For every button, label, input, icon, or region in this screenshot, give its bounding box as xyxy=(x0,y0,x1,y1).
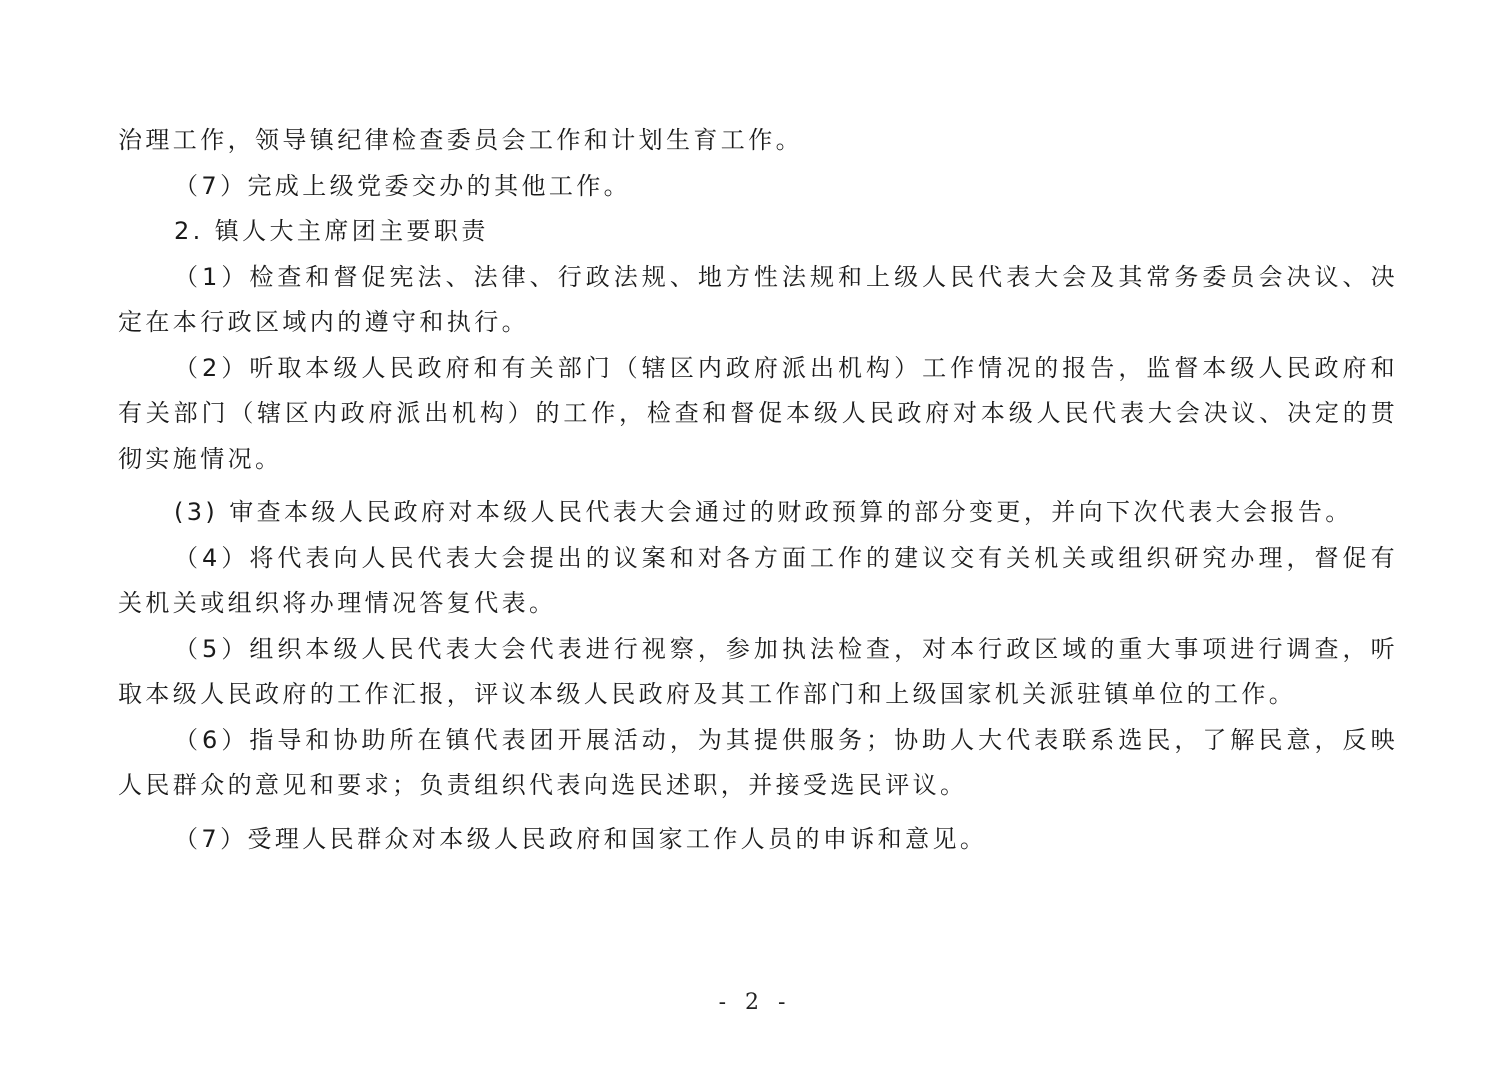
section-heading: 2. 镇人大主席团主要职责 xyxy=(174,217,489,245)
paragraph-item-1: （1）检查和督促宪法、法律、行政法规、地方性法规和上级人民代表大会及其常务委员会决议、决定在本行政区域内的遵守和执行。 xyxy=(118,262,1398,336)
paragraph-item-7: （7）受理人民群众对本级人民政府和国家工作人员的申诉和意见。 xyxy=(174,824,988,853)
paragraph-item-4: （4）将代表向人民代表大会提出的议案和对各方面工作的建议交有关机关或组织研究办理，督促有关机关或组织将办理情况答复代表。 xyxy=(118,543,1398,617)
paragraph-item-6: （6）指导和协助所在镇代表团开展活动，为其提供服务；协助人大代表联系选民，了解民意，反映人民群众的意见和要求；负责组织代表向选民述职，并接受选民评议。 xyxy=(118,725,1398,799)
paragraph-item-2: （2）听取本级人民政府和有关部门（辖区内政府派出机构）工作情况的报告，监督本级人民政府和有关部门（辖区内政府派出机构）的工作，检查和督促本级人民政府对本级人民代表大会决议、决定的贯彻实施情况。 xyxy=(118,353,1398,473)
paragraph-item-5: （5）组织本级人民代表大会代表进行视察，参加执法检查，对本行政区域的重大事项进行调查，听取本级人民政府的工作汇报，评议本级人民政府及其工作部门和上级国家机关派驻镇单位的工作。 xyxy=(118,634,1398,708)
document-body xyxy=(118,118,1398,862)
paragraph-continuation: 治理工作，领导镇纪律检查委员会工作和计划生育工作。 xyxy=(118,126,803,154)
page-number: - 2 - xyxy=(718,990,792,1015)
paragraph-item-3: (3) 审查本级人民政府对本级人民代表大会通过的财政预算的部分变更，并向下次代表大会报告。 xyxy=(174,498,1353,526)
paragraph-item-7-party: （7）完成上级党委交办的其他工作。 xyxy=(174,171,632,200)
